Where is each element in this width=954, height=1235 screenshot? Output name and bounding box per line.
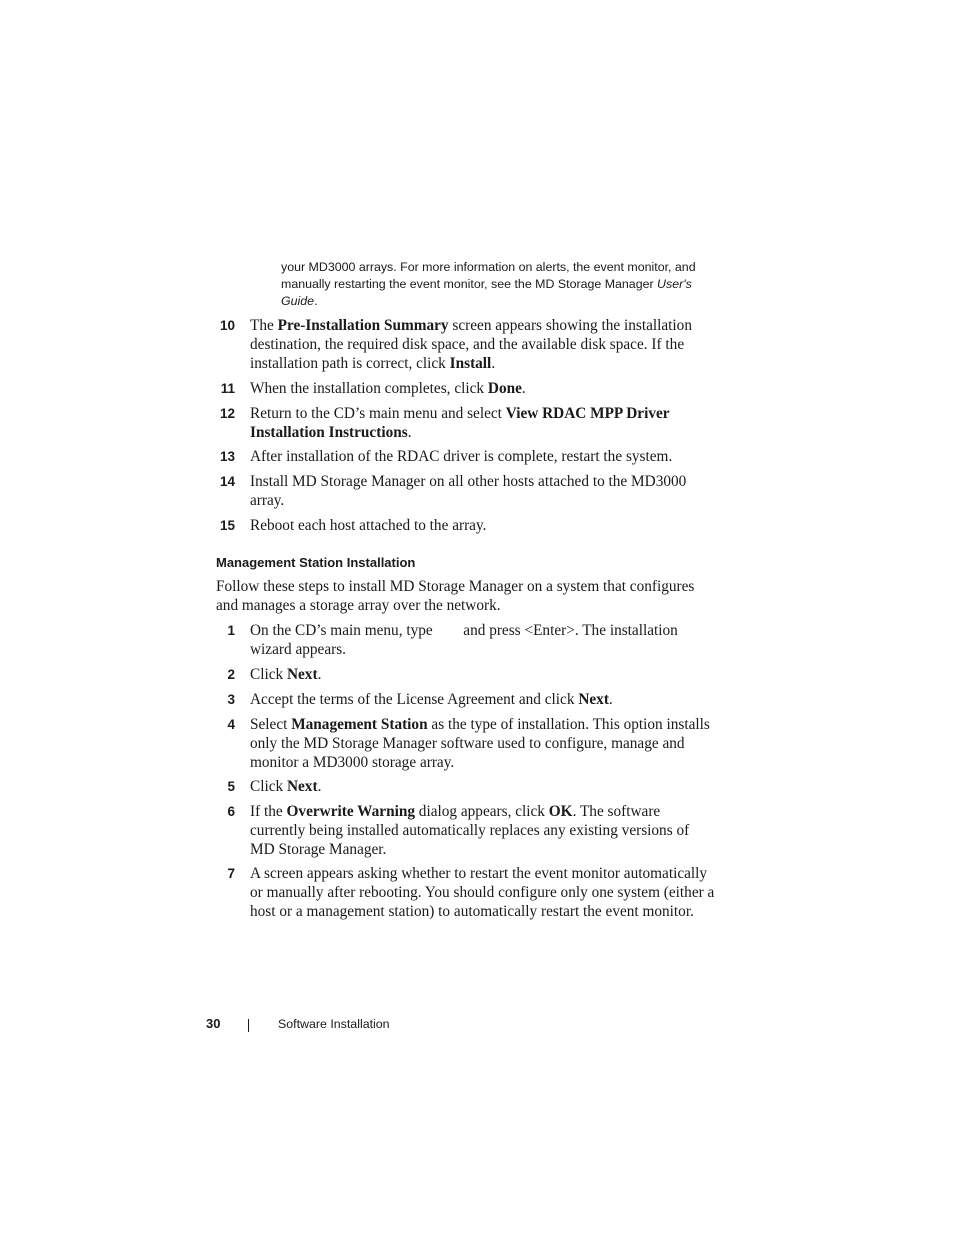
step-text — [250, 516, 715, 535]
step-number: 10 — [219, 318, 235, 333]
text-run: If the — [250, 803, 287, 820]
text-run: Accept the terms of the License Agreement and click — [250, 691, 579, 708]
step-number: 11 — [220, 381, 235, 396]
ui-term: Next — [286, 778, 318, 795]
ui-term: Pre-Installation Summary — [277, 317, 449, 334]
step-text — [250, 802, 715, 859]
ui-term: Management Station — [291, 716, 428, 733]
note-end: . — [314, 294, 318, 308]
step-number: 15 — [219, 518, 235, 533]
step-number: 1 — [227, 623, 235, 638]
note-guide-title: User's Guide — [281, 277, 692, 308]
text-run: as the type of installation. This option installs only the MD Storage Manager software used to configure, manage and monitor a MD3000 storage array. — [250, 716, 710, 771]
section-intro: Follow these steps to install MD Storage Manager on a system that configures and manages a storage array over the network. — [216, 578, 695, 614]
step-text — [250, 404, 715, 442]
footer-section-title: Software Installation — [278, 1017, 390, 1031]
text-run: . — [317, 666, 322, 683]
text-run: Reboot each host attached to the array. — [250, 517, 487, 534]
step-text — [250, 777, 715, 796]
text-run: screen appears showing the installation destination, the required disk space, and the available disk space. If the installation path is correct, click — [250, 317, 692, 372]
step-text — [250, 621, 715, 659]
page-number: 30 — [206, 1016, 221, 1031]
section-heading: Management Station Installation — [216, 555, 416, 570]
text-run: Click — [250, 666, 287, 683]
text-run: When the installation completes, click — [250, 380, 488, 397]
text-run: . — [407, 424, 412, 441]
text-run: dialog appears, click — [414, 803, 549, 820]
ui-term: OK — [548, 803, 573, 820]
step-text — [250, 690, 715, 709]
step-number: 14 — [219, 474, 235, 489]
text-run: A screen appears asking whether to restart the event monitor automatically or manually after rebooting. You should configure only one system (either a host or a management station) to automatically restart the event monitor. — [250, 865, 715, 920]
step-number: 12 — [219, 406, 235, 421]
ui-term: View RDAC MPP Driver Installation Instructions — [250, 405, 670, 441]
step-number: 4 — [227, 717, 235, 732]
ui-term: Next — [286, 666, 318, 683]
text-run: . The software currently being installed automatically replaces any existing versions of MD Storage Manager. — [250, 803, 690, 858]
text-run: . — [521, 380, 526, 397]
text-run: Install MD Storage Manager on all other hosts attached to the MD3000 array. — [250, 473, 687, 509]
text-run: . — [317, 778, 322, 795]
text-run: . — [491, 355, 496, 372]
step-number: 3 — [227, 692, 235, 707]
text-run: The — [250, 317, 278, 334]
step-text — [250, 447, 715, 466]
step-text — [250, 379, 715, 398]
footer-separator — [248, 1019, 249, 1032]
text-run: Select — [250, 716, 292, 733]
step-text — [250, 316, 715, 373]
note-continuation — [281, 259, 721, 310]
step-number: 7 — [227, 866, 235, 881]
step-number: 5 — [227, 779, 235, 794]
step-text — [250, 864, 715, 921]
ui-term: Install — [449, 355, 492, 372]
text-run: On the CD’s main menu, type and press <Enter>. The installation wizard appears. — [250, 622, 682, 658]
ui-term: Overwrite Warning — [286, 803, 415, 820]
step-number: 13 — [219, 449, 235, 464]
text-run: Return to the CD’s main menu and select — [250, 405, 506, 422]
step-text — [250, 665, 715, 684]
step-text — [250, 715, 715, 772]
note-text: your MD3000 arrays. For more information on alerts, the event monitor, and manually restarting the event monitor, see the MD Storage Manager — [281, 260, 696, 291]
step-text — [250, 472, 715, 510]
step-number: 6 — [227, 804, 235, 819]
ui-term: Next — [578, 691, 609, 708]
text-run: After installation of the RDAC driver is complete, restart the system. — [250, 448, 673, 465]
text-run: . — [608, 691, 613, 708]
ui-term: Done — [487, 380, 522, 397]
text-run: Click — [250, 778, 287, 795]
step-number: 2 — [227, 667, 235, 682]
